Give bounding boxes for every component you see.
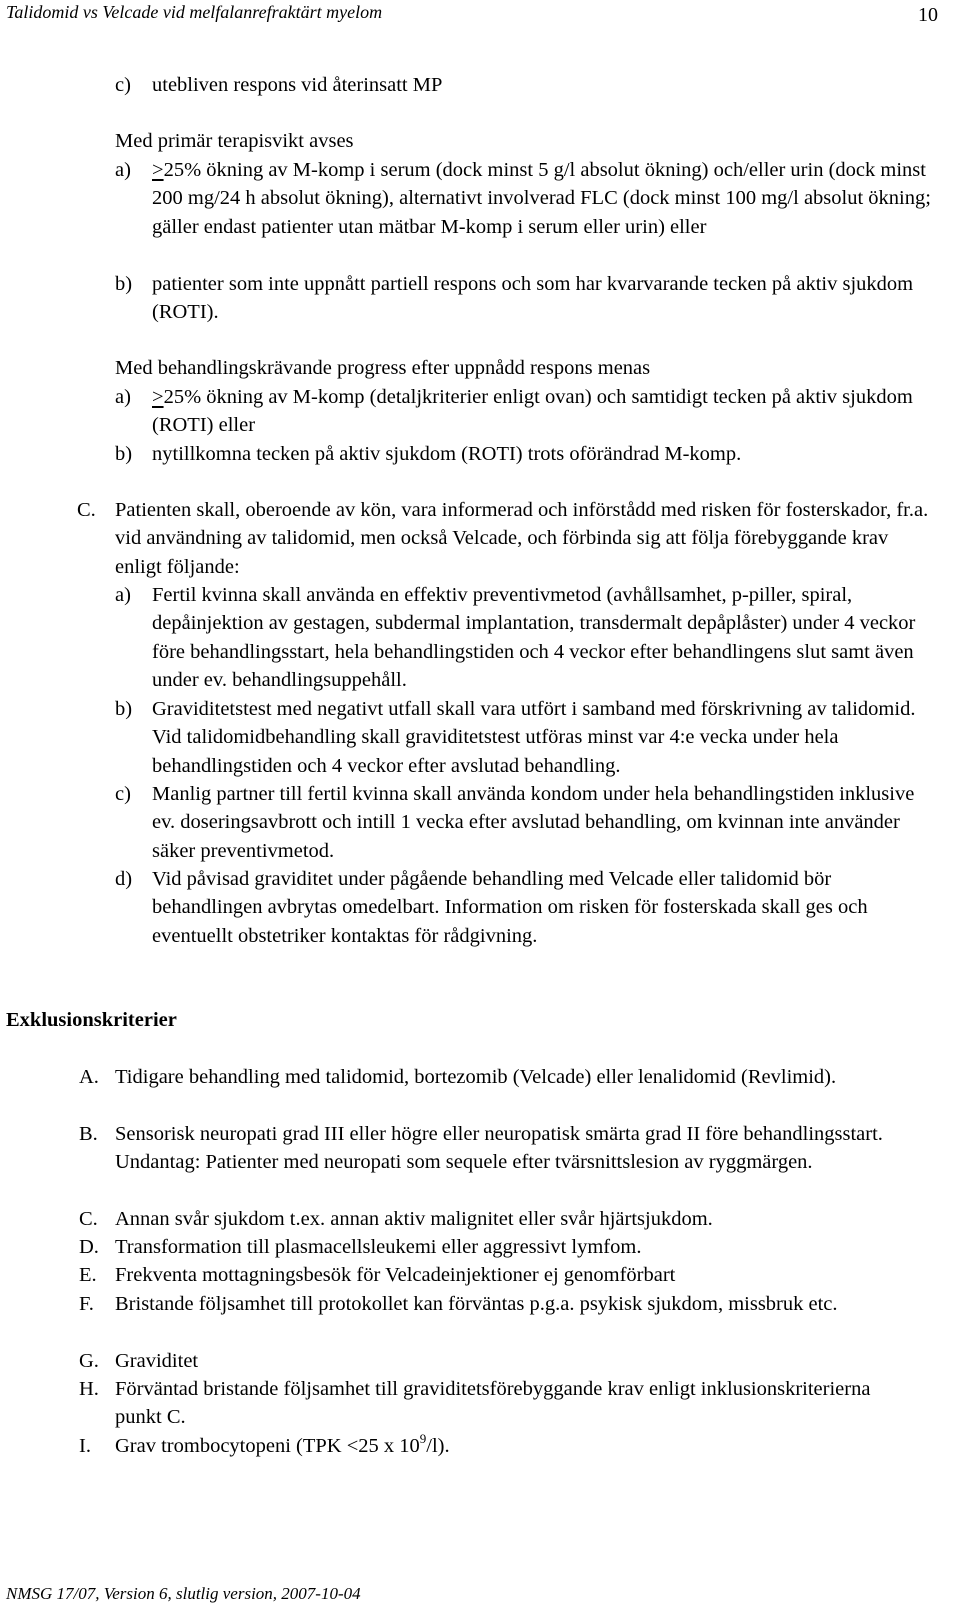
list-label: C.	[79, 1208, 98, 1230]
list-label: a)	[115, 584, 131, 606]
list-label: I.	[79, 1435, 91, 1457]
list-label: H.	[79, 1378, 99, 1400]
list-label: a)	[115, 386, 131, 408]
running-header-title: Talidomid vs Velcade vid melfalanrefraktärt myelom	[6, 2, 383, 22]
list-label: c)	[115, 74, 131, 96]
primary-failure-intro: Med primär terapisvikt avses	[115, 130, 354, 152]
list-label: A.	[79, 1066, 99, 1088]
list-item-text: patienter som inte uppnått partiell respons och som har kvarvarande tecken på aktiv sjukdom (ROTI).	[152, 273, 914, 324]
list-item-text: nytillkomna tecken på aktiv sjukdom (ROTI) trots oförändrad M-komp.	[152, 443, 742, 465]
list-label: a)	[115, 159, 131, 181]
list-label: b)	[115, 698, 133, 720]
list-label: D.	[79, 1236, 99, 1258]
section-heading: Exklusionskriterier	[6, 1009, 177, 1031]
list-item-text: Fertil kvinna skall använda en effektiv preventivmetod (avhållsamhet, p-piller, spiral, depåinjektion av gestagen, subdermal implantation, transdermalt depåplåster) under 4 veckor före behandlingsstart, hela behandlingstiden och 4 veckor efter behandlingens slut samt även under ev. behandlingsuppehåll.	[152, 584, 916, 692]
list-item-text: >25% ökning av M-komp i serum (dock minst 5 g/l absolut ökning) och/eller urin (dock minst 200 mg/24 h absolut ökning), alternativt involverad FLC (dock minst 100 mg/l absolut ökning; gäller endast patienter utan mätbar M-komp i serum eller urin) eller	[152, 156, 942, 241]
list-item-text: utebliven respons vid återinsatt MP	[152, 74, 443, 96]
list-item-text: Annan svår sjukdom t.ex. annan aktiv malignitet eller svår hjärtsjukdom.	[115, 1208, 713, 1230]
section-c-text: Patienten skall, oberoende av kön, vara informerad och införstådd med risken för fosterskador, fr.a. vid användning av talidomid, men också Velcade, och förbinda sig att följa förebyggande krav enligt följande:	[115, 499, 929, 578]
progress-intro: Med behandlingskrävande progress efter uppnådd respons menas	[115, 357, 651, 379]
list-item-text: Vid påvisad graviditet under pågående behandling med Velcade eller talidomid bör behandlingen avbrytas omedelbart. Information om risken för fosterskada skall ges och eventuellt obstetriker kontaktas för rådgivning.	[152, 868, 868, 947]
list-item-text: Frekventa mottagningsbesök för Velcadeinjektioner ej genomförbart	[115, 1264, 676, 1286]
list-item-text: Förväntad bristande följsamhet till graviditetsförebyggande krav enligt inklusionskriterierna punkt C.	[115, 1378, 871, 1429]
list-label: B.	[79, 1123, 98, 1145]
list-item-text: Manlig partner till fertil kvinna skall använda kondom under hela behandlingstiden inklusive ev. doseringsavbrott och intill 1 vecka efter avslutad behandling, om kvinnan inte använder säker preventivmetod.	[152, 783, 915, 862]
list-item-text: Grav trombocytopeni (TPK <25 x $10^9/l$).	[115, 1431, 450, 1457]
page-number: 10	[918, 4, 938, 26]
list-item-text: Transformation till plasmacellsleukemi eller aggressivt lymfom.	[115, 1236, 642, 1258]
list-label: c)	[115, 783, 131, 805]
list-label: b)	[115, 273, 133, 295]
section-c-label: C.	[77, 499, 96, 521]
list-item-text: >25% ökning av M-komp (detaljkriterier enligt ovan) och samtidigt tecken på aktiv sjukdom (ROTI) eller	[152, 383, 942, 440]
superscript-exponent: 9	[419, 1431, 427, 1446]
greater-equal-symbol: >	[152, 386, 164, 408]
list-item-text: Sensorisk neuropati grad III eller högre eller neuropatisk smärta grad II före behandlingsstart. Undantag: Patienter med neuropati som sequele efter tvärsnittslesion av ryggmärgen.	[115, 1123, 883, 1174]
list-label: G.	[79, 1350, 99, 1372]
list-item-text: Bristande följsamhet till protokollet kan förväntas p.g.a. psykisk sjukdom, missbruk etc.	[115, 1293, 838, 1315]
list-item-text: Graviditet	[115, 1350, 199, 1372]
list-label: E.	[79, 1264, 97, 1286]
list-item-text: Tidigare behandling med talidomid, bortezomib (Velcade) eller lenalidomid (Revlimid).	[115, 1066, 837, 1088]
footer-version: NMSG 17/07, Version 6, slutlig version, 2007-10-04	[6, 1584, 361, 1603]
greater-equal-symbol: >	[152, 159, 164, 181]
list-label: d)	[115, 868, 133, 890]
list-label: b)	[115, 443, 133, 465]
list-item-text: Graviditetstest med negativt utfall skall vara utfört i samband med förskrivning av talidomid. Vid talidomidbehandling skall graviditetstest utföras minst var 4:e vecka under hela behandlingstiden och 4 veckor efter avslutad behandling.	[152, 698, 916, 777]
list-label: F.	[79, 1293, 94, 1315]
